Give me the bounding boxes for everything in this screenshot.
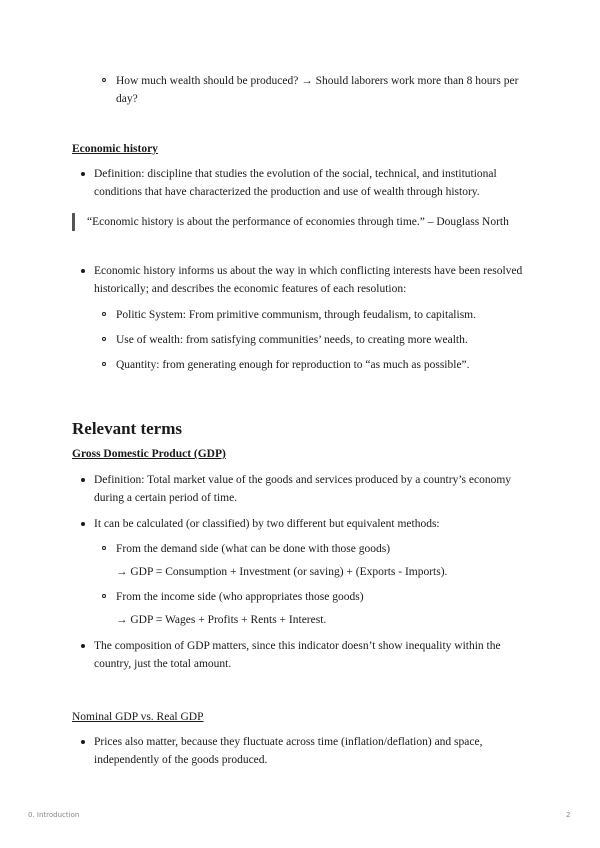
formula-line: → GDP = Consumption + Investment (or saving) + (Exports - Imports). [116, 566, 448, 578]
list-item: Prices also matter, because they fluctuate across time (inflation/deflation) and space, independently of the goods produced. [72, 733, 532, 769]
formula-line: → GDP = Wages + Profits + Rents + Interest. [116, 614, 327, 626]
footer-section-label: 0. Introduction [28, 811, 80, 819]
list-item: Economic history informs us about the way in which conflicting interests have been resolved historically; and describes the economic features of each resolution: [72, 262, 532, 298]
list-item: Politic System: From primitive communism, through feudalism, to capitalism. [72, 306, 532, 324]
blockquote: “Economic history is about the performance of economies through time.” – Douglass North [72, 213, 537, 231]
list-item: From the income side (who appropriates those goods) [72, 588, 532, 606]
economic-history-heading: Economic history [72, 143, 158, 155]
list-item: Quantity: from generating enough for reproduction to “as much as possible”. [72, 356, 532, 374]
top-list [72, 72, 532, 108]
list-item: How much wealth should be produced? → Should laborers work more than 8 hours per day? [72, 72, 532, 108]
list-item: Definition: discipline that studies the evolution of the social, technical, and institutional conditions that have characterized the production and use of wealth through history. [72, 165, 532, 201]
list-item: The composition of GDP matters, since this indicator doesn’t show inequality within the country, just the total amount. [72, 637, 532, 673]
gdp-list [72, 471, 532, 673]
list-item: Use of wealth: from satisfying communities’ needs, to creating more wealth. [72, 331, 532, 349]
list-item: From the demand side (what can be done with those goods) [72, 540, 532, 558]
footer-page-number: 2 [566, 811, 571, 819]
economic-history-definition-list [72, 165, 532, 201]
nominal-real-heading: Nominal GDP vs. Real GDP [72, 711, 204, 723]
gdp-heading: Gross Domestic Product (GDP) [72, 448, 226, 460]
list-item: It can be calculated (or classified) by two different but equivalent methods: [72, 515, 532, 533]
relevant-terms-heading: Relevant terms [72, 419, 182, 438]
economic-history-list [72, 262, 532, 374]
list-item: Definition: Total market value of the goods and services produced by a country’s economy during a certain period of time. [72, 471, 532, 507]
nominal-real-list [72, 733, 532, 769]
